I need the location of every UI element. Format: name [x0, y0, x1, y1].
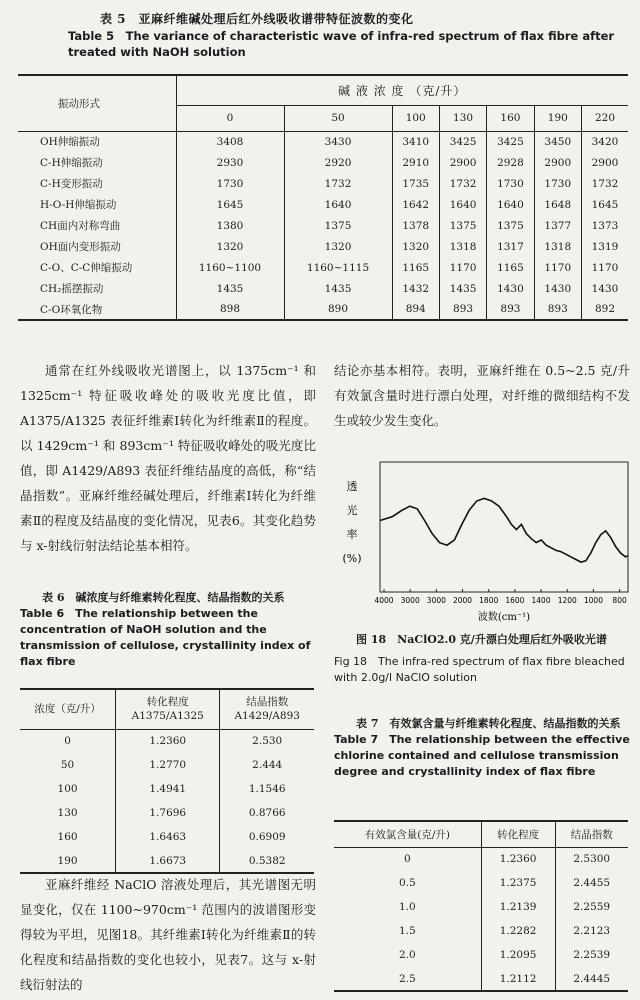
table5-cell: 2920 [284, 152, 392, 173]
table5-row-label: C-O、C-C伸缩振动 [40, 262, 133, 274]
table6 [20, 688, 314, 874]
x-tick-label: 3000 [426, 596, 446, 605]
table5-cell: 1378 [392, 215, 439, 236]
table6-cell-crystallinity: 2.444 [220, 753, 314, 777]
table5-cell: 2910 [392, 152, 439, 173]
table5-cell: 1375 [439, 215, 486, 236]
table5-cell: 1732 [581, 173, 628, 194]
table7-cell-chlorine: 0 [404, 853, 411, 866]
table5-cell: 893 [439, 299, 486, 320]
table5-cell: 1732 [439, 173, 486, 194]
y-axis-label-char: (%) [342, 552, 362, 565]
chart-frame [380, 462, 628, 592]
table7-cell-crystallinity: 2.4445 [555, 967, 628, 991]
table-row [18, 131, 628, 152]
table5-caption-en: Table 5 The variance of characteristic wave of infra-red spectrum of flax fibre after treated with NaOH solution [68, 29, 615, 59]
x-tick-label: 3000 [400, 596, 420, 605]
table5-cell: 1648 [534, 194, 581, 215]
table-row [20, 777, 314, 801]
table5-row-label: C-H伸缩振动 [40, 157, 103, 169]
table6-col-transform [116, 689, 220, 729]
table5-cell: 3450 [534, 131, 581, 152]
y-axis-label-char: 率 [346, 528, 358, 541]
table6-col-crystallinity-l1: 结晶指数 [246, 696, 289, 709]
table-row [18, 278, 628, 299]
table5-cell: 2930 [176, 152, 284, 173]
table5-cell: 1430 [581, 278, 628, 299]
table7-caption-en: Table 7 The relationship between the effective chlorine contained and cellulose transmission degree and crystallinity index of flax fibre [334, 733, 630, 778]
table5-concentration-1: 50 [284, 105, 392, 131]
table5-row-label: OH伸缩振动 [40, 136, 100, 149]
table5-concentration-6: 220 [581, 105, 628, 131]
table7-col-crystallinity: 结晶指数 [555, 821, 628, 847]
table5-cell: 3430 [284, 131, 392, 152]
table5-cell: 1320 [176, 236, 284, 257]
table5-cell: 1170 [534, 257, 581, 278]
table6-cell-concentration: 160 [57, 831, 78, 843]
table5-cell: 1375 [284, 215, 392, 236]
table6-col-transform-l2: A1375/A1325 [131, 710, 204, 723]
table5-cell: 1319 [581, 236, 628, 257]
figure18-caption [334, 632, 630, 686]
table5-cell: 1160~1115 [284, 257, 392, 278]
figure18-caption-en: Fig 18 The infra-red spectrum of flax fibre bleached with 2.0g/l NaClO solution [334, 655, 625, 684]
table5-cell: 1318 [534, 236, 581, 257]
table5-cell: 1430 [487, 278, 534, 299]
x-tick-label: 1600 [505, 596, 525, 605]
table6-cell-crystallinity: 0.5382 [220, 849, 314, 873]
table5-body [18, 131, 628, 320]
table6-caption-zh: 表 6 碱浓度与纤维素转化程度、结晶指数的关系 [42, 591, 285, 604]
table5-cell: 1640 [439, 194, 486, 215]
table5-concentration-5: 190 [534, 105, 581, 131]
table6-body [20, 729, 314, 873]
table5-concentration-4: 160 [487, 105, 534, 131]
table5-cell: 1375 [487, 215, 534, 236]
table5-header-row [18, 75, 628, 105]
table5-cell: 1732 [284, 173, 392, 194]
table5-cell: 1730 [487, 173, 534, 194]
table6-cell-transform: 1.2770 [116, 753, 220, 777]
table-row [20, 825, 314, 849]
table5-cell: 1435 [176, 278, 284, 299]
table7-cell-transform: 1.2112 [481, 967, 555, 991]
table5-cell: 3408 [176, 131, 284, 152]
paragraph-left-2: 亚麻纤维经 NaClO 溶液处理后，其光谱图无明显变化，仅在 1100~970cm⁻¹ 范围内的波谱图形变得较为平坦，见图18。其纤维素Ⅰ转化为纤维素Ⅱ的转化程度和结晶指数的变化也较小，见表7。这与 x-射线衍射法的 [20, 877, 316, 992]
table6-cell-concentration: 50 [60, 759, 75, 771]
figure18-caption-zh: 图 18 NaClO2.0 克/升漂白处理后红外吸收光谱 [356, 633, 607, 646]
table-row [18, 215, 628, 236]
table5-row-header: 振动形式 [18, 75, 176, 131]
table5-cell: 1640 [284, 194, 392, 215]
table5-cell: 1735 [392, 173, 439, 194]
table5-cell: 1432 [392, 278, 439, 299]
table5-cell: 1430 [534, 278, 581, 299]
x-tick-label: 1800 [479, 596, 499, 605]
table7-cell-transform: 1.2282 [481, 919, 555, 943]
table5-cell: 1165 [392, 257, 439, 278]
table7-col-transform: 转化程度 [481, 821, 555, 847]
table5-cell: 890 [284, 299, 392, 320]
table5-cell: 1170 [439, 257, 486, 278]
table-row [18, 173, 628, 194]
x-tick-label: 4000 [374, 596, 394, 605]
table5-cell: 1730 [534, 173, 581, 194]
y-axis-label-char: 透 [346, 480, 358, 493]
table5-cell: 1435 [439, 278, 486, 299]
table6-header-row [20, 689, 314, 729]
table-row [334, 967, 628, 991]
table5-cell: 893 [534, 299, 581, 320]
table7-cell-chlorine: 2.0 [398, 949, 416, 961]
table5-concentration-0: 0 [176, 105, 284, 131]
table-row [20, 753, 314, 777]
table5-cell: 1435 [284, 278, 392, 299]
table5-cell: 1730 [176, 173, 284, 194]
table5-cell: 1373 [581, 215, 628, 236]
table5-row-label: C-H变形振动 [40, 178, 103, 190]
table-row [18, 299, 628, 320]
table7-cell-transform: 1.2360 [481, 847, 555, 871]
table-row [20, 801, 314, 825]
table6-cell-concentration: 100 [57, 783, 78, 795]
table5-cell: 1377 [534, 215, 581, 236]
table6-col-crystallinity-l2: A1429/A893 [234, 710, 300, 723]
table7-cell-chlorine: 2.5 [334, 967, 481, 991]
table7-caption [334, 716, 630, 780]
table6-caption [20, 590, 316, 670]
table6-cell-transform: 1.6673 [116, 849, 220, 873]
table5-cell: 893 [487, 299, 534, 320]
table5-cell: 2900 [534, 152, 581, 173]
table5-row-label: C-O环氧化物 [40, 303, 103, 316]
table7-cell-chlorine: 0.5 [398, 877, 416, 889]
table5 [18, 74, 628, 321]
y-axis-label-char: 光 [346, 504, 358, 517]
table5-cell: 1320 [392, 236, 439, 257]
figure18-spectrum-chart [334, 456, 634, 626]
x-tick-label: 800 [612, 596, 627, 605]
table6-cell-transform: 1.2360 [116, 729, 220, 753]
table5-cell: 898 [176, 299, 284, 320]
table7 [334, 820, 628, 992]
table6-col-transform-l1: 转化程度 [146, 696, 189, 709]
table5-cell: 892 [581, 299, 628, 320]
table5-cell: 1160~1100 [176, 257, 284, 278]
table5-cell: 1320 [284, 236, 392, 257]
table7-cell-transform: 1.2095 [481, 943, 555, 967]
table6-cell-crystallinity: 1.1546 [220, 777, 314, 801]
table6-cell-transform: 1.6463 [116, 825, 220, 849]
table-row [20, 849, 314, 873]
table5-cell: 3425 [439, 131, 486, 152]
table-row [18, 152, 628, 173]
table5-cell: 1318 [439, 236, 486, 257]
table6-cell-crystallinity: 2.530 [220, 729, 314, 753]
table5-cell: 3425 [487, 131, 534, 152]
table7-cell-crystallinity: 2.2123 [555, 919, 628, 943]
table6-cell-crystallinity: 0.8766 [220, 801, 314, 825]
table-row [334, 871, 628, 895]
table5-group-header: 碱 液 浓 度 （克/升） [176, 75, 628, 105]
table7-cell-chlorine: 1.5 [398, 925, 416, 937]
table7-cell-crystallinity: 2.2559 [555, 895, 628, 919]
table6-cell-concentration: 0 [64, 735, 71, 748]
spectrum-series-line [380, 498, 628, 562]
table7-cell-chlorine: 1.0 [398, 901, 416, 913]
table5-caption-zh: 表 5 亚麻纤维碱处理后红外线吸收谱带特征波数的变化 [100, 12, 414, 26]
table7-caption-zh: 表 7 有效氯含量与纤维素转化程度、结晶指数的关系 [356, 717, 621, 730]
table-row [18, 257, 628, 278]
table-row [334, 895, 628, 919]
table5-row-label: CH₂摇摆振动 [40, 283, 104, 295]
table5-cell: 1380 [176, 215, 284, 236]
table-row [18, 236, 628, 257]
table5-cell: 894 [392, 299, 439, 320]
paragraph-left-1: 通常在红外线吸收光谱图上，以 1375cm⁻¹ 和 1325cm⁻¹ 特征吸收峰处的吸收光度比值，即 A1375/A1325 表征纤维素Ⅰ转化为纤维素Ⅱ的程度。以 1429cm⁻¹ 和 893cm⁻¹ 特征吸收峰处的吸光度比值，即 A1429/A893 表征纤维结晶度的高低，称“结晶指数”。亚麻纤维经碱处理后，纤维素Ⅰ转化为纤维素Ⅱ的程度及结晶度的变化情况，见表6。其变化趋势与 x-射线衍射法结论基本相符。 [20, 363, 316, 553]
table-row [334, 919, 628, 943]
table6-cell-transform: 1.4941 [116, 777, 220, 801]
table6-cell-concentration: 190 [20, 849, 116, 873]
table5-cell: 1640 [487, 194, 534, 215]
table5-cell: 3420 [581, 131, 628, 152]
table5-cell: 1645 [176, 194, 284, 215]
table-row [334, 943, 628, 967]
table5-cell: 2900 [439, 152, 486, 173]
table-row [20, 729, 314, 753]
table5-cell: 1317 [487, 236, 534, 257]
table5-cell: 1165 [487, 257, 534, 278]
table5-cell: 2900 [581, 152, 628, 173]
table6-cell-concentration: 130 [57, 807, 78, 819]
table7-cell-transform: 1.2375 [481, 871, 555, 895]
table-row [334, 847, 628, 871]
table5-concentration-2: 100 [392, 105, 439, 131]
table6-cell-crystallinity: 0.6909 [220, 825, 314, 849]
x-tick-label: 1200 [557, 596, 577, 605]
paragraph-right-1: 结论亦基本相符。表明，亚麻纤维在 0.5~2.5 克/升有效氯含量时进行漂白处理，对纤维的微细结构不发生或较少发生变化。 [334, 363, 630, 428]
table5-cell: 1642 [392, 194, 439, 215]
table7-cell-crystallinity: 2.4455 [555, 871, 628, 895]
table5-cell: 1170 [581, 257, 628, 278]
table7-col-chlorine: 有效氯含量(克/升) [334, 821, 481, 847]
table7-body [334, 847, 628, 991]
table5-row-label: CH面内对称弯曲 [40, 220, 121, 232]
table5-cell: 1645 [581, 194, 628, 215]
table7-cell-crystallinity: 2.5300 [555, 847, 628, 871]
table7-header-row [334, 821, 628, 847]
table6-caption-en: Table 6 The relationship between the concentration of NaOH solution and the transmission of cellulose, crystallinity index of flax fibre [20, 607, 311, 668]
table5-cell: 2928 [487, 152, 534, 173]
table5-row-label: H-O-H伸缩振动 [40, 199, 117, 211]
table-row [18, 194, 628, 215]
table6-col-crystallinity [220, 689, 314, 729]
table6-cell-transform: 1.7696 [116, 801, 220, 825]
table7-cell-transform: 1.2139 [481, 895, 555, 919]
x-tick-label: 2000 [452, 596, 473, 605]
table5-concentration-3: 130 [439, 105, 486, 131]
table6-col-concentration: 浓度（克/升） [20, 689, 116, 729]
x-tick-label: 1000 [583, 596, 603, 605]
x-tick-label: 1400 [531, 596, 551, 605]
table5-row-label: OH面内变形振动 [40, 241, 121, 253]
table5-cell: 3410 [392, 131, 439, 152]
table7-cell-crystallinity: 2.2539 [555, 943, 628, 967]
x-axis-label: 波数(cm⁻¹) [477, 612, 531, 623]
